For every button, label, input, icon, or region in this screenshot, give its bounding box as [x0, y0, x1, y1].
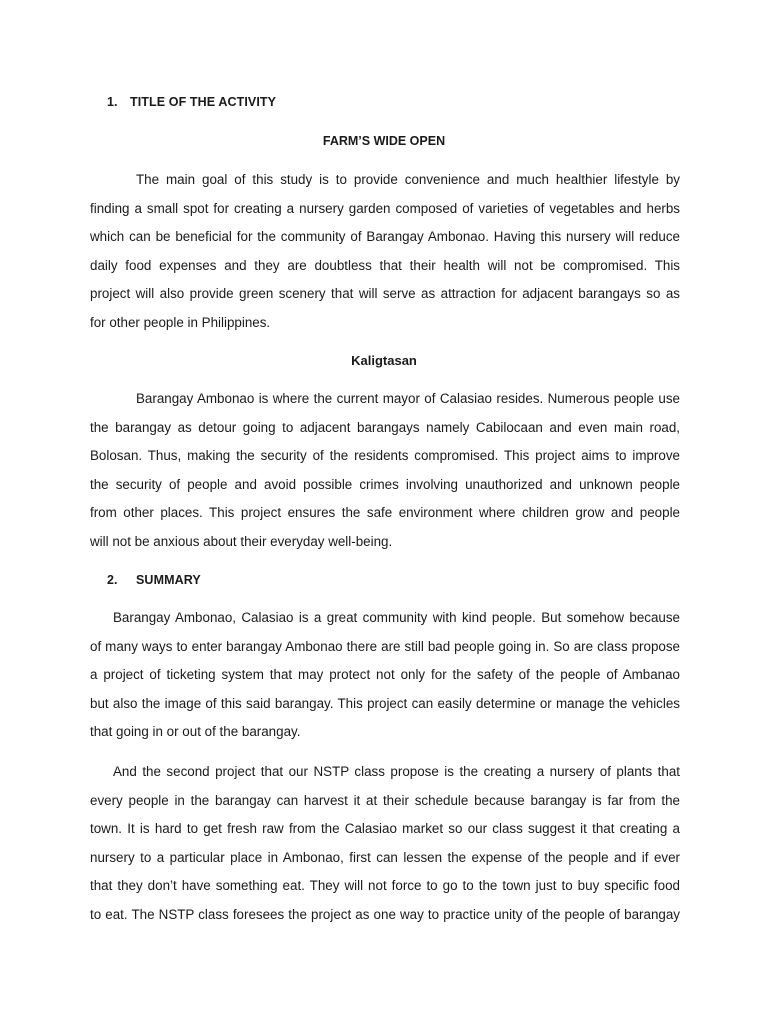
- paragraph-line: for other people in Philippines.: [90, 314, 271, 330]
- section-1-title: TITLE OF THE ACTIVITY: [130, 95, 277, 109]
- paragraph-line: nursery to a particular place in Ambonao, first can lessen the expense of the people and if ever: [90, 849, 680, 865]
- section-2-number: 2.: [107, 573, 118, 587]
- paragraph-line: And the second project that our NSTP class propose is the creating a nursery of plants that: [113, 764, 680, 779]
- paragraph-line: town. It is hard to get fresh raw from the Calasiao market so our class suggest it that creating a: [90, 821, 680, 837]
- section-2-heading: [107, 573, 201, 587]
- paragraph-line: a project of ticketing system that may protect not only for the safety of the people of Ambanao: [90, 667, 680, 683]
- paragraph-line: will not be anxious about their everyday well-being.: [90, 533, 393, 549]
- section-2-title: SUMMARY: [136, 573, 201, 587]
- paragraph-line: every people in the barangay can harvest it at their schedule because barangay is far from the: [90, 792, 680, 808]
- paragraph-line: The main goal of this study is to provide convenience and much healthier lifestyle by: [136, 172, 680, 187]
- paragraph-summary: [90, 604, 680, 747]
- paragraph-line: Barangay Ambonao, Calasiao is a great community with kind people. But somehow because: [113, 610, 680, 625]
- paragraph-line: finding a small spot for creating a nursery garden composed of varieties of vegetables and herbs: [90, 200, 680, 216]
- paragraph-second-project: [90, 758, 680, 930]
- paragraph-line: the security of people and avoid possible crimes involving unauthorized and unknown people: [90, 476, 680, 492]
- paragraph-line: that they don’t have something eat. They will not force to go to the town just to buy specific food: [90, 878, 680, 894]
- paragraph-line: of many ways to enter barangay Ambonao there are still bad people going in. So are class propose: [90, 638, 680, 654]
- paragraph-line: Barangay Ambonao is where the current mayor of Calasiao resides. Numerous people use: [136, 391, 680, 406]
- paragraph-line: to eat. The NSTP class foresees the project as one way to practice unity of the people of barangay: [90, 906, 680, 922]
- paragraph-kaligtasan: [90, 385, 680, 557]
- section-1-number: 1.: [107, 95, 118, 109]
- paragraph-line: from other places. This project ensures the safe environment where children grow and people: [90, 505, 680, 521]
- paragraph-goal: [90, 166, 680, 338]
- paragraph-line: which can be beneficial for the community of Barangay Ambonao. Having this nursery will reduce: [90, 229, 680, 245]
- paragraph-line: but also the image of this said barangay. This project can easily determine or manage the vehicles: [90, 695, 680, 711]
- paragraph-line: the barangay as detour going to adjacent barangays namely Cabilocaan and even main road,: [90, 419, 680, 435]
- section-1-heading: [107, 95, 276, 109]
- paragraph-line: Bolosan. Thus, making the security of the residents compromised. This project aims to improve: [90, 448, 680, 464]
- subheading-kaligtasan: Kaligtasan: [351, 353, 417, 368]
- paragraph-line: daily food expenses and they are doubtless that their health will not be compromised. This: [90, 257, 680, 273]
- activity-title: FARM’S WIDE OPEN: [322, 134, 446, 148]
- paragraph-line: that going in or out of the barangay.: [90, 724, 301, 740]
- paragraph-line: project will also provide green scenery that will serve as attraction for adjacent barangays so as: [90, 286, 680, 302]
